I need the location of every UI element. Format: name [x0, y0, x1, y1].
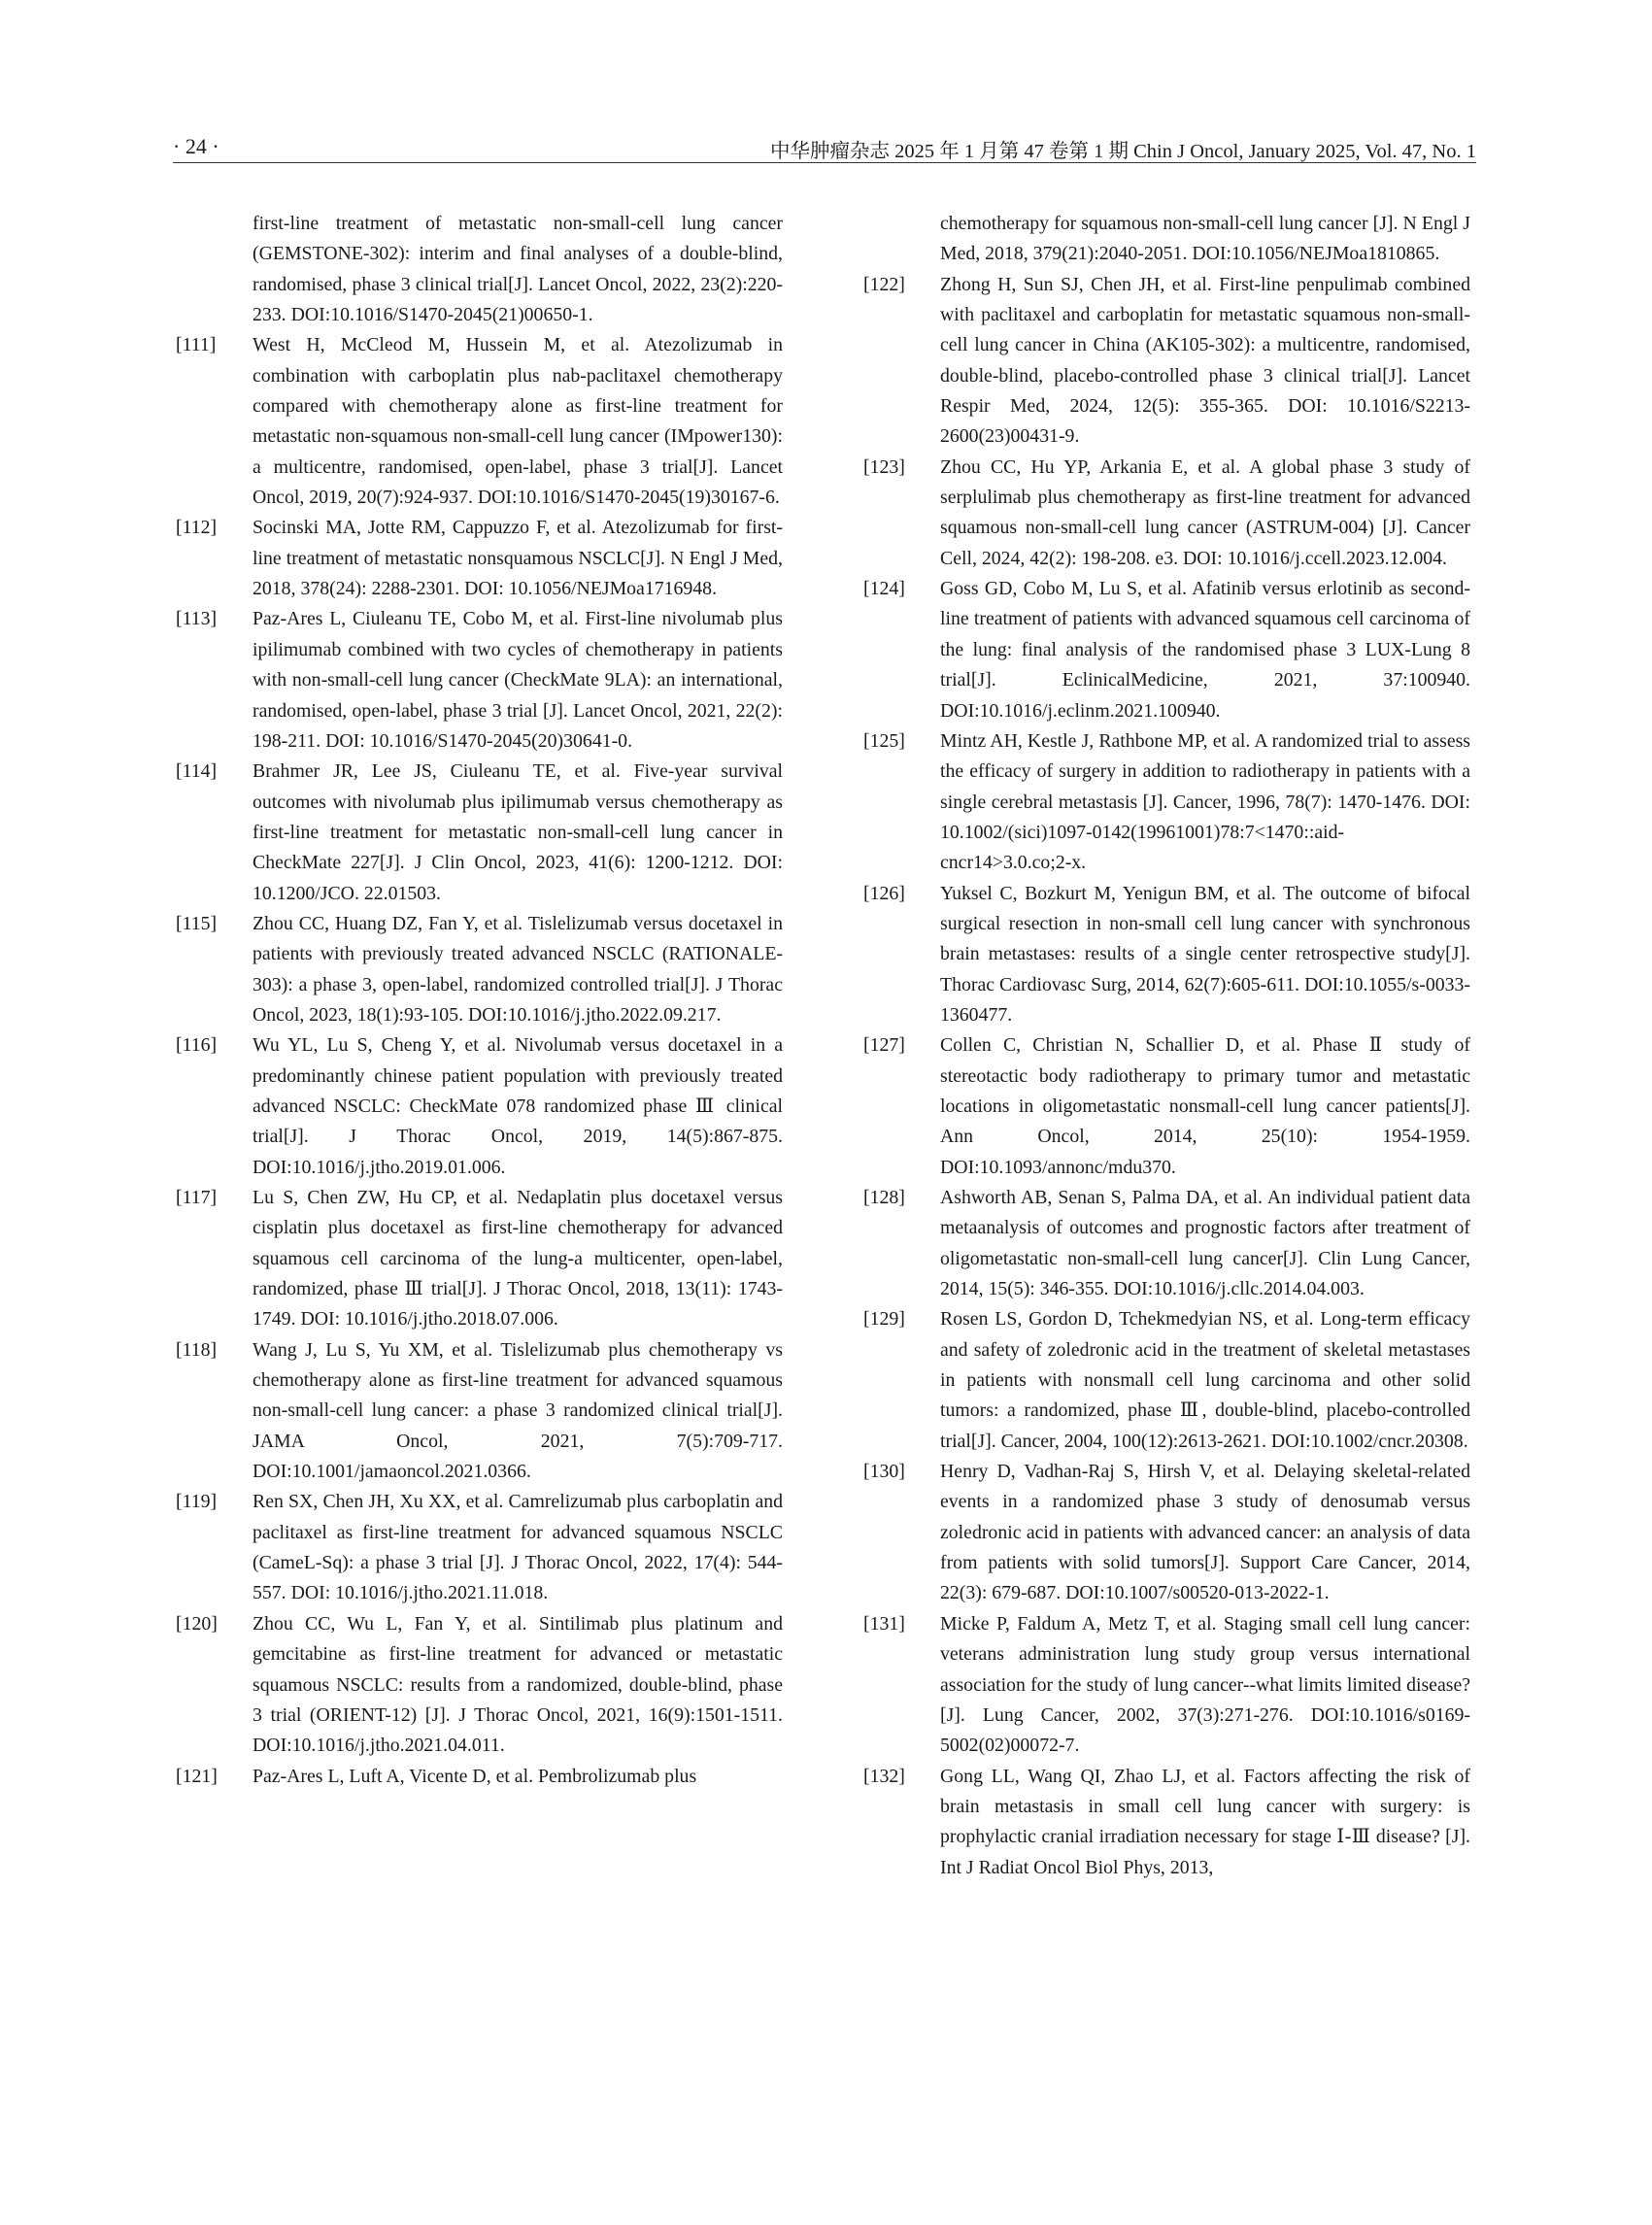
reference-text: Socinski MA, Jotte RM, Cappuzzo F, et al. Atezolizumab for first-line treatment of metastatic nonsquamous NSCLC[J]. N Engl J Med, 2018, 378(24): 2288-2301. DOI: 10.1056/NEJMoa1716948.	[253, 517, 783, 600]
reference-111	[176, 330, 783, 513]
reference-number: [113]	[176, 608, 218, 630]
reference-number: [122]	[863, 273, 905, 295]
reference-text: Collen C, Christian N, Schallier D, et al. Phase Ⅱ study of stereotactic body radiotherapy to primary tumor and metastatic locations in oligometastatic nonsmall-cell lung cancer patients[J]. Ann Oncol, 2014, 25(10): 1954-1959. DOI:10.1093/annonc/mdu370.	[940, 1034, 1470, 1178]
reference-text: Henry D, Vadhan-Raj S, Hirsh V, et al. Delaying skeletal-related events in a randomized phase 3 study of denosumab versus zoledronic acid in patients with advanced cancer: an analysis of data from patients with solid tumors[J]. Support Care Cancer, 2014, 22(3): 679-687. DOI:10.1007/s00520-013-2022-1.	[940, 1461, 1470, 1604]
reference-text: Micke P, Faldum A, Metz T, et al. Staging small cell lung cancer: veterans administration lung study group versus international association for the study of lung cancer--what limits limited disease?[J]. Lung Cancer, 2002, 37(3):271-276. DOI:10.1016/s0169-5002(02)00072-7.	[940, 1612, 1470, 1757]
reference-text: Ren SX, Chen JH, Xu XX, et al. Camrelizumab plus carboplatin and paclitaxel as first-line treatment for advanced squamous NSCLC (CameL-Sq): a phase 3 trial [J]. J Thorac Oncol, 2022, 17(4): 544-557. DOI: 10.1016/j.jtho.2021.11.018.	[253, 1491, 783, 1604]
reference-number: [115]	[176, 912, 218, 934]
reference-text: chemotherapy for squamous non-small-cell lung cancer [J]. N Engl J Med, 2018, 379(21):2040-2051. DOI:10.1056/NEJMoa1810865.	[940, 213, 1470, 265]
reference-127	[863, 1030, 1470, 1183]
reference-131	[863, 1609, 1470, 1762]
reference-118	[176, 1335, 783, 1488]
reference-text: Wang J, Lu S, Yu XM, et al. Tislelizumab plus chemotherapy vs chemotherapy alone as first-line treatment for advanced squamous non-small-cell lung cancer: a phase 3 randomized clinical trial[J]. JAMA Oncol, 2021, 7(5):709-717. DOI:10.1001/jamaoncol.2021.0366.	[253, 1338, 783, 1483]
reference-number: [121]	[176, 1765, 218, 1787]
reference-text: Lu S, Chen ZW, Hu CP, et al. Nedaplatin plus docetaxel versus cisplatin plus docetaxel as first-line chemotherapy for advanced squamous cell carcinoma of the lung-a multicenter, open-label, randomized, phase Ⅲ trial[J]. J Thorac Oncol, 2018, 13(11): 1743-1749. DOI: 10.1016/j.jtho.2018.07.006.	[253, 1187, 783, 1331]
reference-continued	[863, 209, 1470, 270]
reference-number: [112]	[176, 517, 218, 539]
reference-text: Zhou CC, Wu L, Fan Y, et al. Sintilimab plus platinum and gemcitabine as first-line treatment for advanced or metastatic squamous NSCLC: results from a randomized, double-blind, phase 3 trial (ORIENT-12) [J]. J Thorac Oncol, 2021, 16(9):1501-1511. DOI:10.1016/j.jtho.2021.04.011.	[253, 1612, 783, 1757]
reference-112	[176, 513, 783, 604]
reference-number: [118]	[176, 1338, 218, 1361]
reference-124	[863, 574, 1470, 726]
reference-116	[176, 1030, 783, 1183]
reference-text: first-line treatment of metastatic non-small-cell lung cancer (GEMSTONE-302): interim and final analyses of a double-blind, randomised, phase 3 clinical trial[J]. Lancet Oncol, 2022, 23(2):220-233. DOI:10.1016/S1470-2045(21)00650-1.	[253, 213, 783, 326]
reference-text: Yuksel C, Bozkurt M, Yenigun BM, et al. The outcome of bifocal surgical resection in non-small cell lung cancer with synchronous brain metastases: results of a single center retrospective study[J]. Thorac Cardiovasc Surg, 2014, 62(7):605-611. DOI:10.1055/s-0033-1360477.	[940, 882, 1470, 1026]
reference-130	[863, 1457, 1470, 1609]
reference-number: [130]	[863, 1461, 905, 1483]
reference-number: [123]	[863, 455, 905, 478]
reference-number: [116]	[176, 1034, 218, 1057]
reference-number: [132]	[863, 1765, 905, 1787]
reference-text: Paz-Ares L, Ciuleanu TE, Cobo M, et al. First-line nivolumab plus ipilimumab combined with two cycles of chemotherapy in patients with non-small-cell lung cancer (CheckMate 9LA): an international, randomised, open-label, phase 3 trial [J]. Lancet Oncol, 2021, 22(2): 198-211. DOI: 10.1016/S1470-2045(20)30641-0.	[253, 608, 783, 752]
reference-number: [126]	[863, 882, 905, 904]
reference-132	[863, 1762, 1470, 1883]
reference-text: West H, McCleod M, Hussein M, et al. Atezolizumab in combination with carboplatin plus nab-paclitaxel chemotherapy compared with chemotherapy alone as first-line treatment for metastatic non-squamous non-small-cell lung cancer (IMpower130): a multicentre, randomised, open-label, phase 3 trial[J]. Lancet Oncol, 2019, 20(7):924-937. DOI:10.1016/S1470-2045(19)30167-6.	[253, 334, 783, 509]
reference-126	[863, 879, 1470, 1031]
page-header	[173, 134, 1476, 163]
reference-text: Wu YL, Lu S, Cheng Y, et al. Nivolumab versus docetaxel in a predominantly chinese patient population with previously treated advanced NSCLC: CheckMate 078 randomized phase Ⅲ clinical trial[J]. J Thorac Oncol, 2019, 14(5):867-875. DOI:10.1016/j.jtho.2019.01.006.	[253, 1034, 783, 1178]
reference-number: [125]	[863, 729, 905, 752]
reference-text: Goss GD, Cobo M, Lu S, et al. Afatinib versus erlotinib as second-line treatment of patients with advanced squamous cell carcinoma of the lung: final analysis of the randomised phase 3 LUX-Lung 8 trial[J]. EclinicalMedicine, 2021, 37:100940. DOI:10.1016/j.eclinm.2021.100940.	[940, 578, 1470, 722]
reference-number: [114]	[176, 760, 218, 783]
reference-text: Gong LL, Wang QI, Zhao LJ, et al. Factors affecting the risk of brain metastasis in small cell lung cancer with surgery: is prophylactic cranial irradiation necessary for stage Ⅰ-Ⅲ disease? [J]. Int J Radiat Oncol Biol Phys, 2013,	[940, 1765, 1470, 1878]
reference-text: Zhou CC, Huang DZ, Fan Y, et al. Tislelizumab versus docetaxel in patients with previously treated advanced NSCLC (RATIONALE-303): a phase 3, open-label, randomized controlled trial[J]. J Thorac Oncol, 2023, 18(1):93-105. DOI:10.1016/j.jtho.2022.09.217.	[253, 912, 783, 1026]
reference-119	[176, 1487, 783, 1608]
reference-121	[176, 1762, 783, 1792]
reference-text: Zhong H, Sun SJ, Chen JH, et al. First-line penpulimab combined with paclitaxel and carboplatin for metastatic squamous non-small-cell lung cancer in China (AK105-302): a multicentre, randomised, double-blind, placebo-controlled phase 3 clinical trial[J]. Lancet Respir Med, 2024, 12(5): 355-365. DOI: 10.1016/S2213-2600(23)00431-9.	[940, 273, 1470, 448]
reference-number: [117]	[176, 1187, 218, 1208]
left-column	[176, 209, 783, 1792]
page-number: · 24 ·	[173, 134, 219, 158]
journal-title: 中华肿瘤杂志 2025 年 1 月第 47 卷第 1 期 Chin J Oncol, January 2025, Vol. 47, No. 1	[770, 141, 1476, 162]
reference-115	[176, 909, 783, 1030]
reference-129	[863, 1304, 1470, 1457]
reference-number: [131]	[863, 1612, 905, 1635]
header-rule	[173, 162, 1476, 163]
reference-number: [111]	[176, 334, 217, 356]
reference-122	[863, 270, 1470, 453]
reference-continued	[176, 209, 783, 330]
reference-text: Rosen LS, Gordon D, Tchekmedyian NS, et al. Long-term efficacy and safety of zoledronic acid in the treatment of skeletal metastases in patients with nonsmall cell lung carcinoma and other solid tumors: a randomized, phase Ⅲ, double-blind, placebo-controlled trial[J]. Cancer, 2004, 100(12):2613-2621. DOI:10.1002/cncr.20308.	[940, 1308, 1470, 1452]
reference-text: Ashworth AB, Senan S, Palma DA, et al. An individual patient data metaanalysis of outcomes and prognostic factors after treatment of oligometastatic non-small-cell lung cancer[J]. Clin Lung Cancer, 2014, 15(5): 346-355. DOI:10.1016/j.cllc.2014.04.003.	[940, 1187, 1470, 1300]
reference-number: [120]	[176, 1612, 218, 1635]
reference-123	[863, 453, 1470, 574]
reference-text: Paz-Ares L, Luft A, Vicente D, et al. Pembrolizumab plus	[253, 1765, 697, 1787]
reference-120	[176, 1609, 783, 1762]
reference-number: [124]	[863, 578, 905, 600]
right-column	[863, 209, 1470, 1883]
reference-text: Mintz AH, Kestle J, Rathbone MP, et al. A randomized trial to assess the efficacy of surgery in addition to radiotherapy in patients with a single cerebral metastasis [J]. Cancer, 1996, 78(7): 1470-1476. DOI: 10.1002/(sici)1097-0142(19961001)78:7<1470::aid-cncr14>3.0.co;2-x.	[940, 729, 1470, 874]
reference-number: [127]	[863, 1034, 905, 1057]
reference-number: [129]	[863, 1308, 905, 1331]
reference-117	[176, 1183, 783, 1335]
reference-number: [128]	[863, 1187, 905, 1208]
reference-114	[176, 757, 783, 909]
reference-text: Zhou CC, Hu YP, Arkania E, et al. A global phase 3 study of serplulimab plus chemotherapy as first-line treatment for advanced squamous non-small-cell lung cancer (ASTRUM-004) [J]. Cancer Cell, 2024, 42(2): 198-208. e3. DOI: 10.1016/j.ccell.2023.12.004.	[940, 455, 1470, 569]
reference-128	[863, 1183, 1470, 1304]
reference-113	[176, 604, 783, 757]
reference-number: [119]	[176, 1491, 218, 1513]
reference-text: Brahmer JR, Lee JS, Ciuleanu TE, et al. Five-year survival outcomes with nivolumab plus ipilimumab versus chemotherapy as first-line treatment for metastatic non-small-cell lung cancer in CheckMate 227[J]. J Clin Oncol, 2023, 41(6): 1200-1212. DOI: 10.1200/JCO. 22.01503.	[253, 760, 783, 904]
reference-125	[863, 726, 1470, 879]
